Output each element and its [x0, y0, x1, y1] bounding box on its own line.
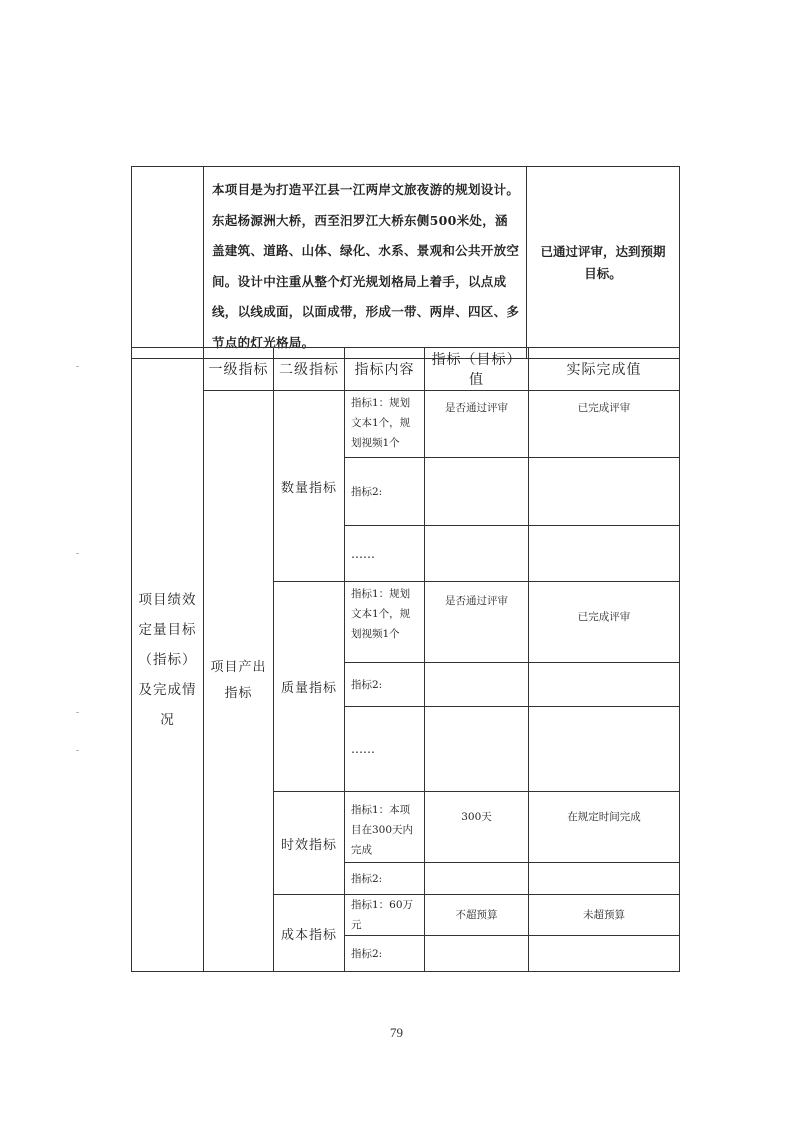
indicator-content: 指标1：60万元 — [345, 895, 425, 936]
indicator-target — [425, 526, 529, 582]
indicator-target — [425, 936, 529, 972]
indicator-actual — [529, 458, 680, 526]
level1-indicator: 项目产出指标 — [204, 391, 274, 972]
project-description: 本项目是为打造平江县一江两岸文旅夜游的规划设计。东起杨源洲大桥，西至汨罗江大桥东侧500米处，涵盖建筑、道路、山体、绿化、水系、景观和公共开放空间。设计中注重从整个灯光规划格局上着手，以点成线，以线成面，以面成带，形成一带、两岸、四区、多节点的灯光格局。 — [204, 167, 527, 359]
indicator-target — [425, 458, 529, 526]
indicator-actual: 未超预算 — [529, 895, 680, 936]
header-actual: 实际完成值 — [529, 348, 680, 391]
indicator-actual: 已完成评审 — [529, 582, 680, 663]
indicator-content: 指标1：规划文本1个，规划视频1个 — [345, 391, 425, 458]
project-summary-table — [131, 166, 680, 359]
indicator-actual — [529, 707, 680, 792]
indicator-actual — [529, 526, 680, 582]
indicator-content: 指标1：规划文本1个，规划视频1个 — [345, 582, 425, 663]
header-target: 指标（目标）值 — [425, 348, 529, 391]
indicator-actual: 已完成评审 — [529, 391, 680, 458]
indicator-actual — [529, 863, 680, 895]
section-label: 项目绩效定量目标（指标）及完成情况 — [132, 348, 204, 972]
project-result: 已通过评审，达到预期目标。 — [527, 167, 680, 359]
summary-blank-cell — [132, 167, 204, 359]
quality-indicator: 质量指标 — [274, 582, 345, 792]
table-row — [132, 391, 680, 458]
indicator-target — [425, 863, 529, 895]
quantity-indicator: 数量指标 — [274, 391, 345, 582]
timeliness-indicator: 时效指标 — [274, 792, 345, 895]
indicator-actual: 在规定时间完成 — [529, 792, 680, 863]
indicator-content: 指标2: — [345, 863, 425, 895]
header-level2: 二级指标 — [274, 348, 345, 391]
indicator-content: 指标2: — [345, 458, 425, 526]
indicator-content: …… — [345, 707, 425, 792]
page-number: 79 — [390, 1025, 403, 1040]
indicator-target: 300天 — [425, 792, 529, 863]
table-header-row — [132, 348, 680, 391]
header-level1: 一级指标 — [204, 348, 274, 391]
indicator-target: 不超预算 — [425, 895, 529, 936]
cost-indicator: 成本指标 — [274, 895, 345, 972]
scan-mark — [76, 750, 79, 751]
indicator-target — [425, 663, 529, 707]
scan-mark — [76, 712, 79, 713]
scan-mark — [76, 366, 79, 367]
indicator-content: …… — [345, 526, 425, 582]
indicator-actual — [529, 663, 680, 707]
indicator-content: 指标2: — [345, 663, 425, 707]
indicator-content: 指标1：本项目在300天内完成 — [345, 792, 425, 863]
indicator-actual — [529, 936, 680, 972]
indicator-target — [425, 707, 529, 792]
scan-mark — [76, 553, 79, 554]
header-content: 指标内容 — [345, 348, 425, 391]
indicator-target: 是否通过评审 — [425, 582, 529, 663]
indicator-target: 是否通过评审 — [425, 391, 529, 458]
performance-table — [131, 347, 680, 972]
indicator-content: 指标2: — [345, 936, 425, 972]
